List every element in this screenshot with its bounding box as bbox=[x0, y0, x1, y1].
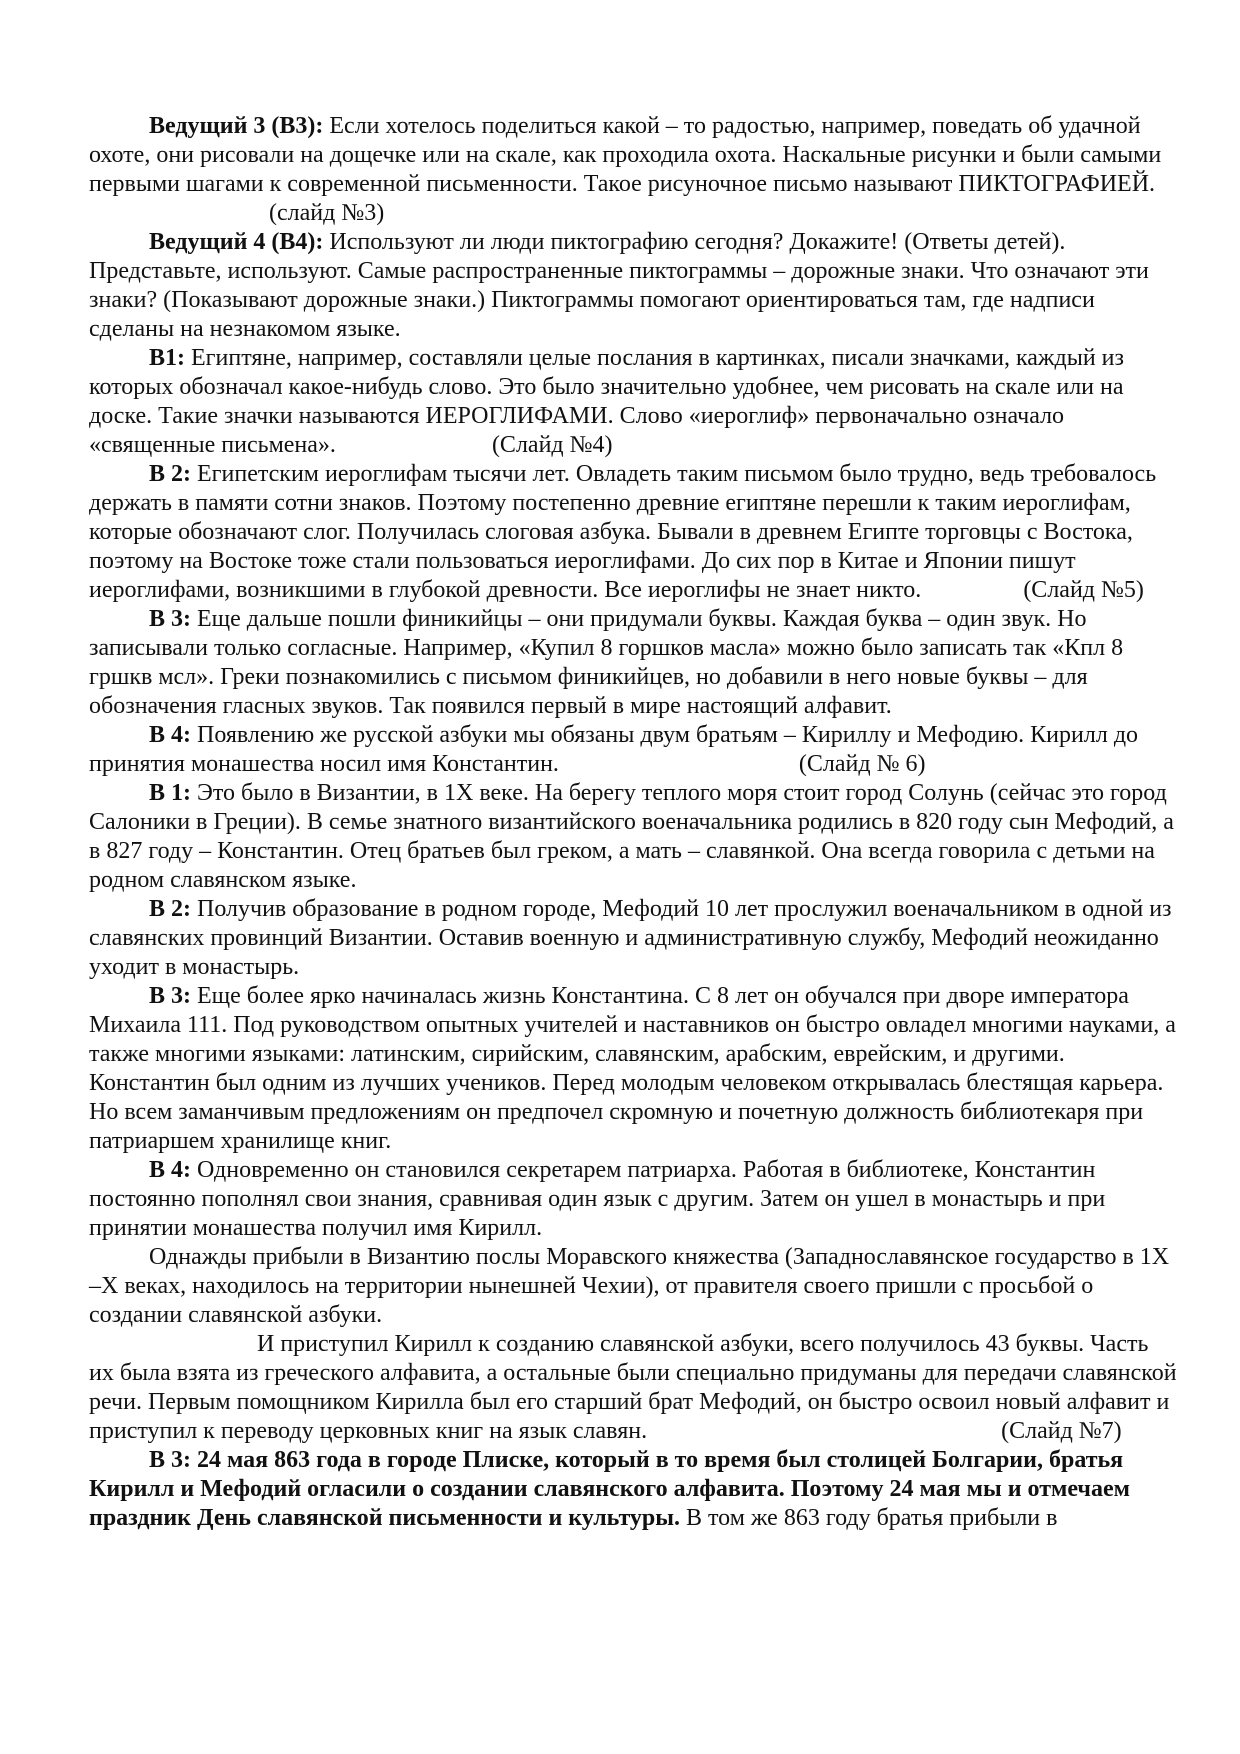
slide-reference: (Слайд № 6) bbox=[558, 751, 926, 777]
paragraph-b4-brothers bbox=[89, 721, 1179, 779]
paragraph-text: В том же 863 году братья прибыли в bbox=[680, 1505, 1058, 1531]
paragraph-text: Еще более ярко начиналась жизнь Константина. С 8 лет он обучался при дворе императора Михаила 111. Под руководством опытных учителей и наставников он быстро овладел многими науками, а также многими языками: латинским, сирийским, славянским, арабским, еврейским, и другими. Константин был одним из лучших учеников. Перед молодым человеком открывалась блестящая карьера. Но всем заманчивым предложениям он предпочел скромную и почетную должность библиотекаря при патриаршем хранилище книг. bbox=[89, 983, 1176, 1154]
speaker-label: В 1: bbox=[149, 780, 191, 806]
slide-reference: (Слайд №4) bbox=[335, 432, 613, 458]
speaker-label: Ведущий 3 (В3): bbox=[149, 113, 324, 139]
bold-statement: В 3: 24 мая 863 года в городе Плиске, который в то время был столицей Болгарии, братья Кирилл и Мефодий огласили о создании славянского алфавита. Поэтому 24 мая мы и отмечаем праздник День славянской письменности и культуры. bbox=[89, 1447, 1130, 1531]
speaker-label: В 4: bbox=[149, 722, 191, 748]
paragraph-text: Это было в Византии, в 1Х веке. На берегу теплого моря стоит город Солунь (сейчас это город Салоники в Греции). В семье знатного византийского военачальника родились в 820 году сын Мефодий, а в 827 году – Константин. Отец братьев был греком, а мать – славянкой. Она всегда говорила с детьми на родном славянском языке. bbox=[89, 780, 1174, 893]
paragraph-b3-phoenicians bbox=[89, 605, 1179, 721]
paragraph-b2-methodius bbox=[89, 895, 1179, 982]
slide-reference: (слайд №3) bbox=[89, 200, 385, 226]
paragraph-alphabet-creation bbox=[89, 1330, 1179, 1446]
paragraph-text: Одновременно он становился секретарем патриарха. Работая в библиотеке, Константин постоянно пополнял свои знания, сравнивая один язык с другим. Затем он ушел в монастырь и при принятии монашества получил имя Кирилл. bbox=[89, 1157, 1106, 1241]
paragraph-presenter-3 bbox=[89, 112, 1179, 228]
paragraph-moravian-envoys bbox=[89, 1243, 1179, 1330]
paragraph-b1-byzantium bbox=[89, 779, 1179, 895]
paragraph-text: Египетским иероглифам тысячи лет. Овладеть таким письмом было трудно, ведь требовалось держать в памяти сотни знаков. Поэтому постепенно древние египтяне перешли к таким иероглифам, которые обозначают слог. Получилась слоговая азбука. Бывали в древнем Египте торговцы с Востока, поэтому на Востоке тоже стали пользоваться иероглифами. До сих пор в Китае и Японии пишут иероглифами, возникшими в глубокой древности. Все иероглифы не знает никто. bbox=[89, 461, 1157, 603]
paragraph-b4-secretary bbox=[89, 1156, 1179, 1243]
speaker-label: В 2: bbox=[149, 896, 191, 922]
paragraph-text: Получив образование в родном городе, Мефодий 10 лет прослужил военачальником в одной из славянских провинций Византии. Оставив военную и административную службу, Мефодий неожиданно уходит в монастырь. bbox=[89, 896, 1172, 980]
slide-reference: (Слайд №5) bbox=[921, 577, 1144, 603]
paragraph-text: Однажды прибыли в Византию послы Моравского княжества (Западнославянское государство в 1Х –Х веках, находилось на территории нынешней Чехии), от правителя своего пришли с просьбой о создании славянской азбуки. bbox=[89, 1244, 1170, 1328]
paragraph-text: Египтяне, например, составляли целые послания в картинках, писали значками, каждый из которых обозначал какое-нибудь слово. Это было значительно удобнее, чем рисовать на скале или на доске. Такие значки называются ИЕРОГЛИФАМИ. Слово «иероглиф» первоначально означало «священные письмена». bbox=[89, 345, 1124, 458]
speaker-label: В1: bbox=[149, 345, 185, 371]
speaker-label: В 3: bbox=[149, 983, 191, 1009]
paragraph-b1-egyptians bbox=[89, 344, 1179, 460]
paragraph-text: Используют ли люди пиктографию сегодня? Докажите! (Ответы детей). Представьте, используют. Самые распространенные пиктограммы – дорожные знаки. Что означают эти знаки? (Показывают дорожные знаки.) Пиктограммы помогают ориентироваться там, где надписи сделаны на незнакомом языке. bbox=[89, 229, 1149, 342]
paragraph-b2-hieroglyphs bbox=[89, 460, 1179, 605]
paragraph-text: И приступил Кирилл к созданию славянской азбуки, всего получилось 43 буквы. Часть их была взята из греческого алфавита, а остальные были специально придуманы для передачи славянской речи. Первым помощником Кирилла был его старший брат Мефодий, он быстро освоил новый алфавит и приступил к переводу церковных книг на язык славян. bbox=[89, 1331, 1177, 1444]
paragraph-text: Появлению же русской азбуки мы обязаны двум братьям – Кириллу и Мефодию. Кирилл до принятия монашества носил имя Константин. bbox=[89, 722, 1139, 777]
paragraph-b3-constantine bbox=[89, 982, 1179, 1156]
slide-reference: (Слайд №7) bbox=[647, 1418, 1122, 1444]
document-body bbox=[89, 112, 1179, 1533]
paragraph-text: Если хотелось поделиться какой – то радостью, например, поведать об удачной охоте, они рисовали на дощечке или на скале, как проходила охота. Наскальные рисунки и были самыми первыми шагами к современной письменности. Такое рисуночное письмо называют ПИКТОГРАФИЕЙ. bbox=[89, 113, 1162, 197]
speaker-label: В 3: bbox=[149, 606, 191, 632]
paragraph-b3-may-24 bbox=[89, 1446, 1179, 1533]
speaker-label: Ведущий 4 (В4): bbox=[149, 229, 324, 255]
speaker-label: В 2: bbox=[149, 461, 191, 487]
paragraph-presenter-4 bbox=[89, 228, 1179, 344]
speaker-label: В 4: bbox=[149, 1157, 191, 1183]
paragraph-text: Еще дальше пошли финикийцы – они придумали буквы. Каждая буква – один звук. Но записывали только согласные. Например, «Купил 8 горшков масла» можно было записать так «Кпл 8 гршкв мсл». Греки познакомились с письмом финикийцев, но добавили в него новые буквы – для обозначения гласных звуков. Так появился первый в мире настоящий алфавит. bbox=[89, 606, 1124, 719]
